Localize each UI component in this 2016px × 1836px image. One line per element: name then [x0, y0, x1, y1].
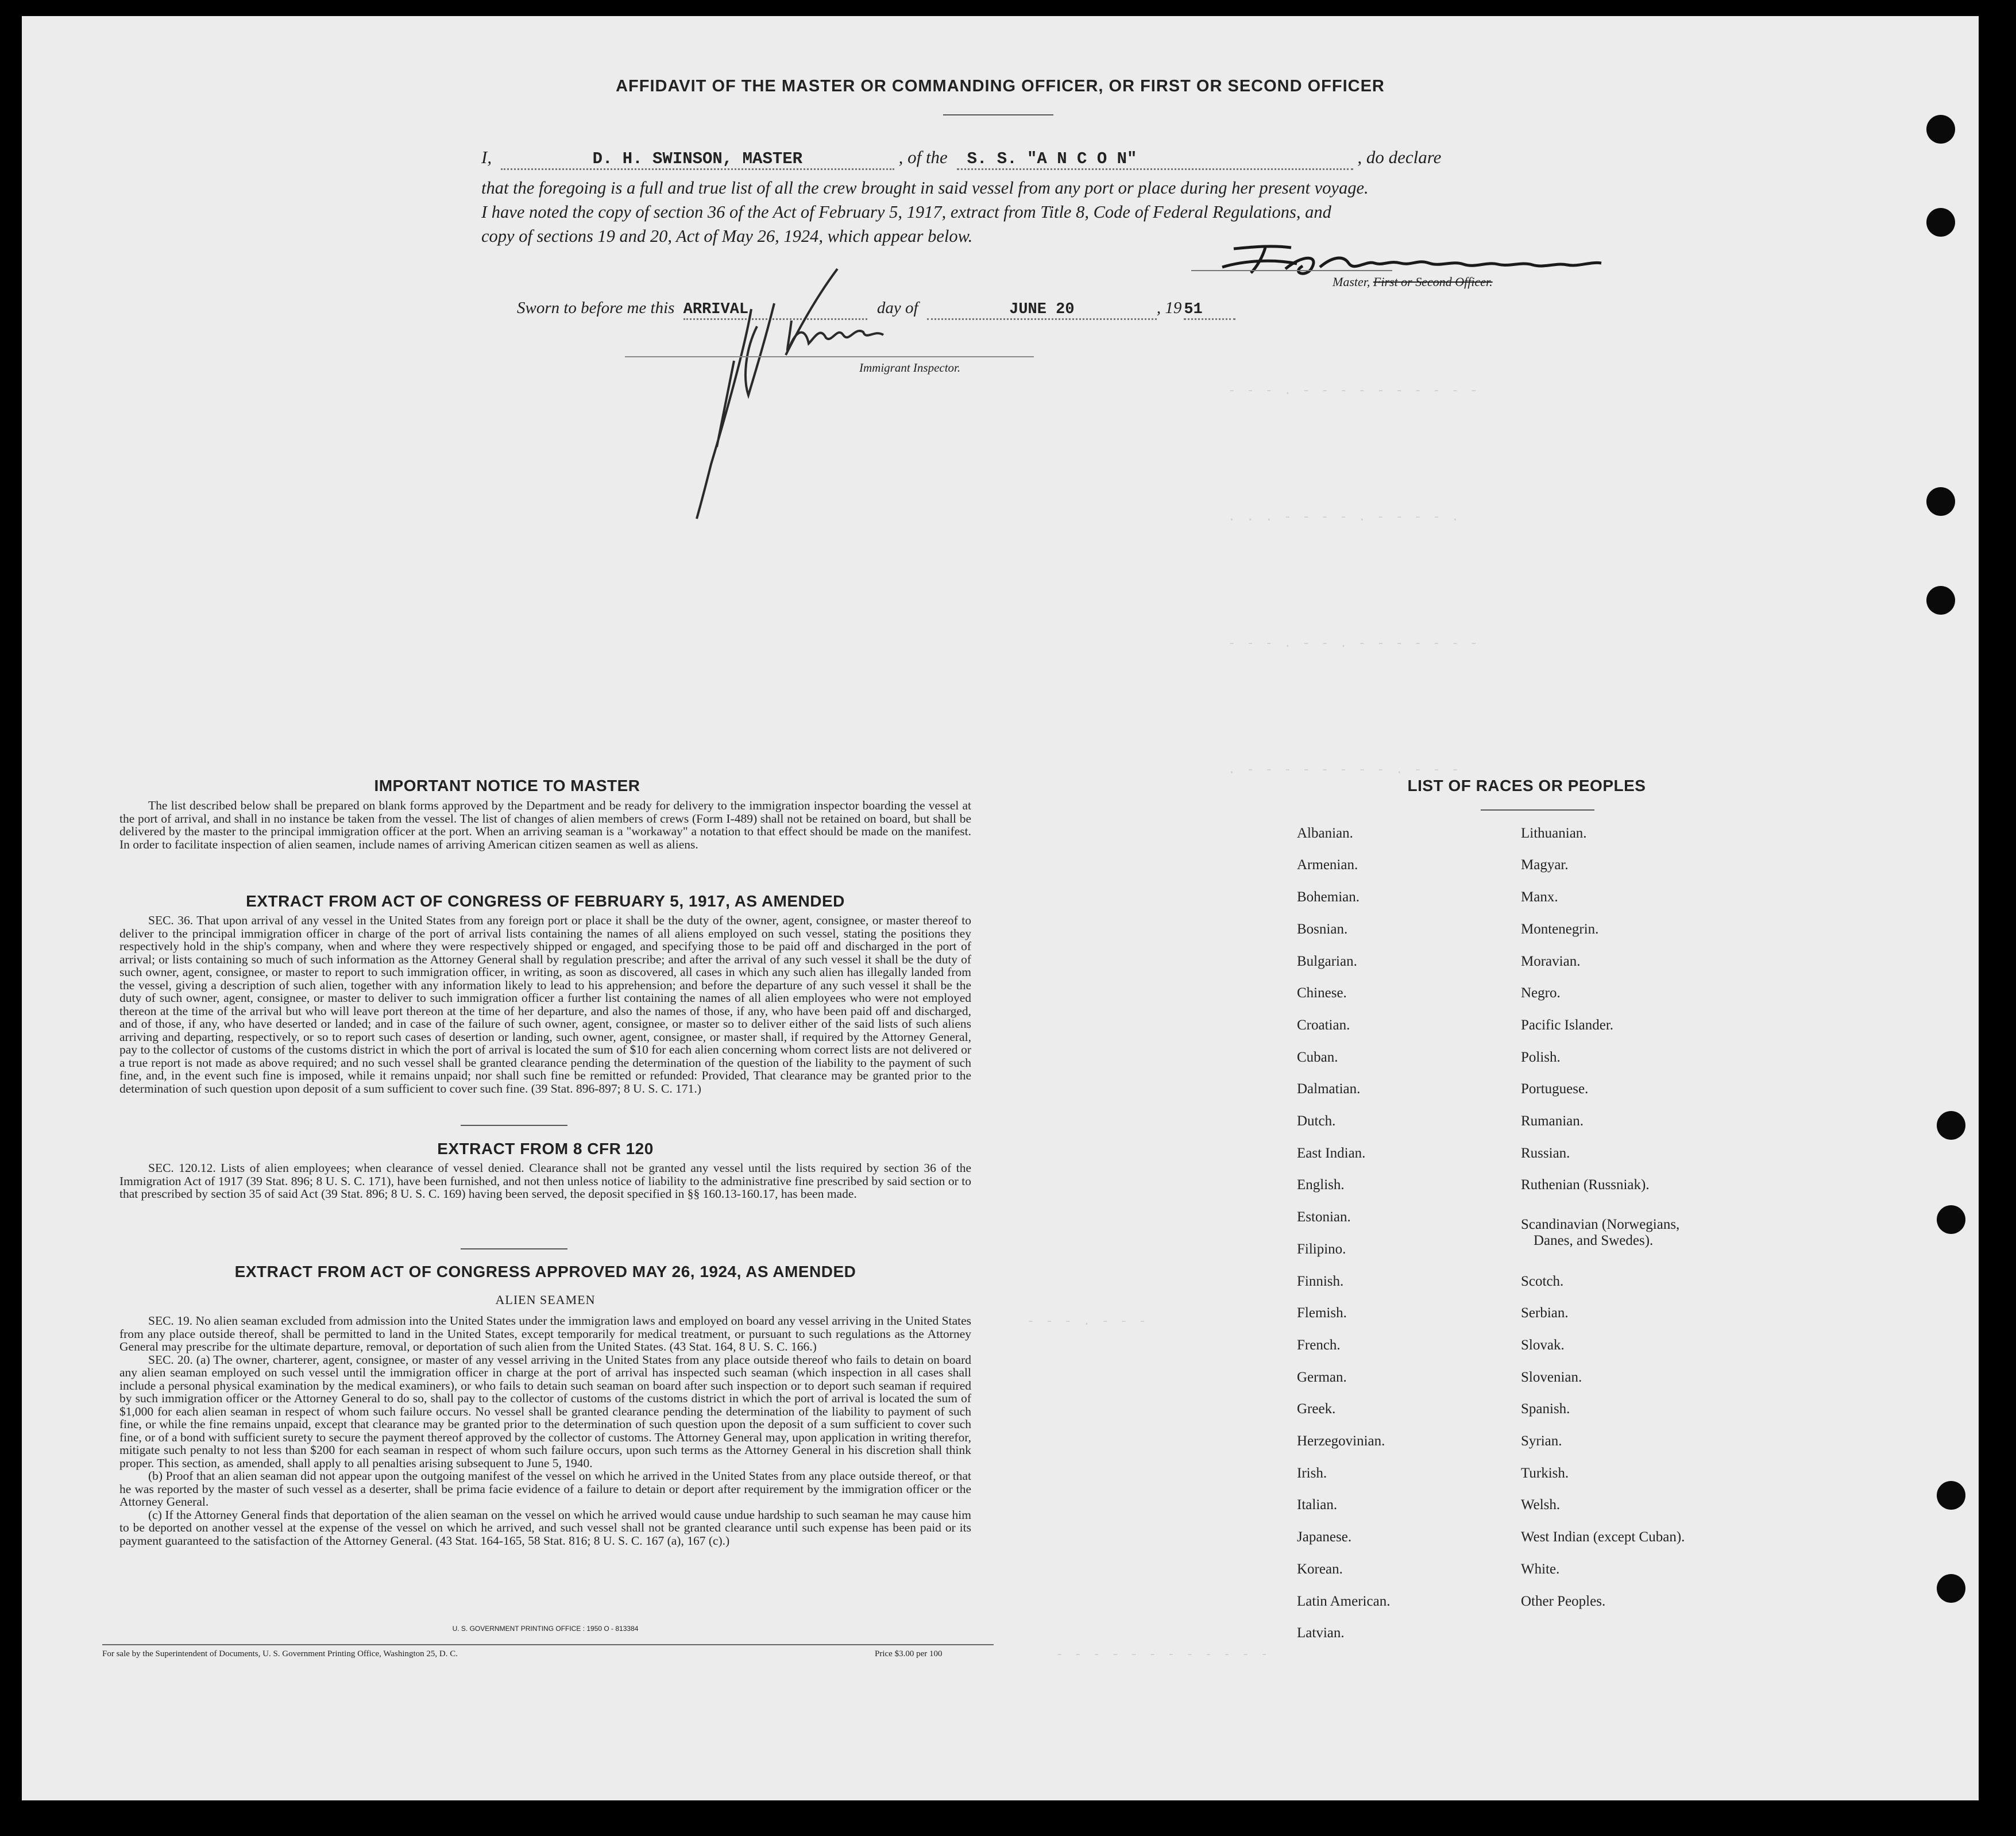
sec-19-paragraph: SEC. 19. No alien seaman excluded from admission into the United States under the immigration laws and employed on board any vessel arriving in the United States from any place outside thereof, shall be permitted to land in the United States, except temporarily for medical treatment, or pursuant to such regulations as the Attorney General may prescribe for the ultimate departure, removal, or deportation of such alien from the United States. (43 Stat. 164, 8 U. S. C. 166.)	[119, 1314, 971, 1353]
race-item: English.	[1297, 1177, 1345, 1193]
binder-hole	[1926, 208, 1955, 237]
extract-1917-title: EXTRACT FROM ACT OF CONGRESS OF FEBRUARY 5, 1917, AS AMENDED	[246, 892, 845, 910]
binder-hole	[1926, 115, 1955, 144]
inspector-signature	[648, 257, 970, 522]
races-title-rule	[1481, 809, 1594, 811]
race-item: Rumanian.	[1521, 1113, 1584, 1129]
affidavit-line-2: that the foregoing is a full and true list of all the crew brought in said vessel from any port or place during her present voyage.	[481, 178, 1369, 198]
race-item: West Indian (except Cuban).	[1521, 1529, 1685, 1545]
notice-text: The list described below shall be prepared on blank forms approved by the Department and be ready for delivery to the immigration inspector boarding the vessel at the port of arrival, and shall in no instance be taken from the vessel. The list of changes of alien members of crews (Form I-489) shall not be retained on board, but shall be delivered by the master to the principal immigration officer at the port. When an arriving seaman is a "workaway" a notation to that effect should be made on the manifest. In order to facilitate inspection of alien seamen, include names of arriving American citizen seamen as well as aliens.	[119, 799, 971, 851]
vessel-field	[957, 147, 1353, 170]
day-of-label: day of	[876, 299, 918, 317]
race-item: Danes, and Swedes).	[1534, 1233, 1654, 1248]
race-item: Moravian.	[1521, 954, 1581, 969]
notice-title: IMPORTANT NOTICE TO MASTER	[374, 777, 640, 794]
i-label: I,	[481, 147, 492, 167]
section-divider	[461, 1125, 567, 1126]
race-item: Latvian.	[1297, 1625, 1345, 1641]
struck-officer-caption: First or Second Officer.	[1373, 275, 1493, 289]
race-item: Cuban.	[1297, 1050, 1338, 1065]
footer-rule	[102, 1644, 994, 1645]
binder-hole	[1926, 586, 1955, 615]
race-item: Serbian.	[1521, 1305, 1569, 1321]
master-name-value: D. H. SWINSON, MASTER	[592, 149, 803, 168]
extract-1924-body	[119, 1314, 971, 1547]
section-divider	[461, 1248, 567, 1249]
race-item: Pacific Islander.	[1521, 1017, 1614, 1033]
sworn-label: Sworn to before me this	[517, 299, 675, 317]
race-item: Japanese.	[1297, 1529, 1352, 1545]
notice-body	[119, 799, 971, 851]
races-title: LIST OF RACES OR PEOPLES	[1407, 777, 1646, 794]
vessel-value: S. S. "A N C O N"	[967, 149, 1137, 168]
master-caption	[1333, 275, 1493, 290]
race-item: Portuguese.	[1521, 1081, 1589, 1097]
race-item: Latin American.	[1297, 1594, 1391, 1609]
race-item: Montenegrin.	[1521, 921, 1599, 937]
for-sale-note: For sale by the Superintendent of Documents, U. S. Government Printing Office, Washington 25, D. C.	[102, 1649, 458, 1658]
race-item: Chinese.	[1297, 985, 1347, 1001]
master-name-field	[501, 147, 894, 170]
race-item: French.	[1297, 1337, 1341, 1353]
binder-hole	[1937, 1574, 1965, 1603]
race-item: White.	[1521, 1561, 1560, 1577]
race-item: Magyar.	[1521, 857, 1569, 873]
year-value: 51	[1184, 301, 1235, 320]
sec-20a-paragraph: SEC. 20. (a) The owner, charterer, agent, consignee, or master of any vessel arriving in the United States from any place outside thereof who fails to detain on board any alien seaman employed on such vessel until the immigration officer in charge at the port of arrival has inspected such seaman (which inspection in all cases shall include a personal physical examination by the medical examiners), or who fails to detain such seaman on board after such inspection or to deport such seaman if required by such immigration officer or the Attorney General to do so, shall pay to the collector of customs of the customs district in which the port of arrival is located the sum of $1,000 for each alien seaman in respect of whom such failure occurs. No vessel shall be granted clearance pending the determination of the liability to payment of such fine, or while the fine remains unpaid, except that clearance may be granted prior to the determination of such question upon the deposit of a sum sufficient to cover such fine, or of a bond with sufficient surety to secure the payment thereof approved by the collector of customs. The Attorney General may, upon application in writing therefor, mitigate such penalty to not less than $200 for each seaman in respect of whom such failure occurs, upon such terms as the Attorney General in his discretion shall think proper. This section, as amended, shall apply to all penalties arising subsequent to June 5, 1940.	[119, 1352, 971, 1470]
sworn-day-value: ARRIVAL	[683, 301, 749, 318]
race-item: Scandinavian (Norwegians,	[1521, 1217, 1680, 1232]
race-item: Slovak.	[1521, 1337, 1565, 1353]
extract-1924-subtitle: ALIEN SEAMEN	[495, 1293, 596, 1307]
price-note: Price $3.00 per 100	[875, 1649, 943, 1658]
printing-office-note: U. S. GOVERNMENT PRINTING OFFICE : 1950 O - 813384	[452, 1625, 639, 1633]
race-item: East Indian.	[1297, 1145, 1366, 1161]
affidavit-line-4: copy of sections 19 and 20, Act of May 26, 1924, which appear below.	[481, 226, 973, 246]
binder-hole	[1937, 1481, 1965, 1510]
affidavit-line-3: I have noted the copy of section 36 of the Act of February 5, 1917, extract from Title 8, Code of Federal Regulations, and	[481, 202, 1331, 222]
inspector-signature-line	[625, 356, 1034, 357]
race-item: Croatian.	[1297, 1017, 1350, 1033]
race-item: Bosnian.	[1297, 921, 1348, 937]
master-caption-label: Master,	[1333, 275, 1370, 289]
race-item: Korean.	[1297, 1561, 1343, 1577]
binder-hole	[1937, 1205, 1965, 1234]
race-item: German.	[1297, 1370, 1347, 1385]
race-item: Dutch.	[1297, 1113, 1336, 1129]
race-item: Italian.	[1297, 1497, 1338, 1513]
race-item: Irish.	[1297, 1465, 1327, 1481]
race-item: Dalmatian.	[1297, 1081, 1361, 1097]
do-declare-label: , do declare	[1357, 147, 1442, 167]
race-item: Flemish.	[1297, 1305, 1347, 1321]
race-item: Bohemian.	[1297, 889, 1360, 905]
extract-cfr-body	[119, 1162, 971, 1201]
race-item: Slovenian.	[1521, 1370, 1582, 1385]
race-item: Syrian.	[1521, 1433, 1562, 1449]
extract-1917-body	[119, 914, 971, 1095]
affidavit-line-1	[481, 147, 1573, 170]
race-item: Spanish.	[1521, 1401, 1570, 1417]
race-item: Welsh.	[1521, 1497, 1561, 1513]
document-page: - - - . - - - - - - - - - - . . . - - - - . - - - - . - - - . - - . - - - - - - - . - - - - - - - - . - - - - - - . - - - - - - - - - - - - - - - AFFIDAVIT OF THE MASTER OR COMMANDING OFFICER, OR FIRST OR SECOND OFFICER I, D. H. SWINSON, MASTER , of the S. S. "A N C O N" , do declare that the foregoing is a full and true list of all the crew brought in said vessel from any port or place during her present voyage. I have noted the copy of section 36 of the Act of February 5, 1917, extract from Title 8, Code of Federal Regulations, and copy of sections 19 and 20, Act of May 26, 1924, which appear below. Master, First or Second Officer. Sworn to before me this ARRIVAL day of JUNE 20 , 19 51 Immigrant Inspector. IMPORTANT NOTICE TO MASTER The list described below shall be prepared on blank forms approved by the Department and be ready for delivery to the immigration inspector boarding the vessel at the port of arrival, and shall in no instance be taken from the vessel. The list of changes of alien members of crews (Form I-489) shall not be retained on board, but shall be delivered by the master to the principal immigration officer at the port. When an arriving seaman is a "workaway" a notation to that effect should be made on the manifest. In order to facilitate inspection of alien seamen, include names of arriving American citizen seamen as well as aliens. EXTRACT FROM ACT OF CONGRESS OF FEBRUARY 5, 1917, AS AMENDED SEC. 36. That upon arrival of any vessel in the United States from any foreign port or place it shall be the duty of the owner, agent, consignee, or master thereof to deliver to the principal immigration officer in charge of the port of arrival lists containing the names of all aliens employed on such vessel, stating the positions they respectively hold in the ship's company, when and where they were respectively shipped or engaged, and specifying those to be paid off and discharged in the port of arrival; or lists containing so much of such information as the Attorney General shall by regulation prescribe; and after the arrival of any such vessel it shall be the duty of such owner, agent, consignee, or master to report to such immigration officer, in writing, as soon as discovered, all cases in which any such alien has illegally landed from the vessel, giving a description of such alien, together with any information likely to lead to his apprehension; and before the departure of any such vessel it shall be the duty of such owner, agent, consignee, or master to deliver to such immigration officer a further list containing the names of all alien employees who were not employed thereon at the time of the arrival but who will leave port thereon at the time of her departure, and also the names of those, if any, who have been paid off and discharged, and of those, if any, who have deserted or landed; and in case of the failure of such owner, agent, consignee, or master so to deliver either of the said lists of such aliens arriving and departing, respectively, or so to report such cases of desertion or landing, such owner, agent, consignee, or master shall, if required by the Attorney General, pay to the collector of customs of the customs district in which the port of arrival is located the sum of $10 for each alien concerning whom correct lists are not delivered or a true report is not made as above required; and no such vessel shall be granted clearance pending the determination of the question of the liability to the payment of such fine, and, in the event such fine is imposed, while it remains unpaid; nor shall such fine be remitted or refunded: Provided, That clearance may be granted prior to the determination of such question upon deposit of a sum sufficient to cover such fine. (39 Stat. 896-897; 8 U. S. C. 171.) EXTRACT FROM 8 CFR 120 SEC. 120.12. Lists of alien employees; when clearance of vessel denied. Clearance shall not be granted any vessel until the lists required by section 36 of the Immigration Act of 1917 (39 Stat. 896; 8 U. S. C. 171), have been furnished, and not then unless notice of liability to the administrative fine prescribed by said section or to that prescribed by section 35 of said Act (39 Stat. 896; 8 U. S. C. 169) having been served, the deposit specified in §§ 160.13-160.17, has been made. EXTRACT FROM ACT OF CONGRESS APPROVED MAY 26, 1924, AS AMENDED ALIEN SEAMEN SEC. 19. No alien seaman excluded from admission into the United States under the immigration laws and employed on board any vessel arriving in the United States from any place outside thereof, shall be permitted to land in the United States, except temporarily for medical treatment, or pursuant to such regulations as the Attorney General may prescribe for the ultimate departure, removal, or deportation of such alien from the United States. (43 Stat. 164, 8 U. S. C. 166.) SEC. 20. (a) The owner, charterer, agent, consignee, or master of any vessel arriving in the United States from any place outside thereof who fails to detain on board any alien seaman employed on such vessel until the immigration officer in charge at the port of arrival has inspected such seaman (which inspection in all cases shall include a personal physical examination by the medical examiners), or who fails to detain such seaman on board after such inspection or to deport such seaman if required by such immigration officer or the Attorney General to do so, shall pay to the collector of customs of the customs district in which the port of arrival is located the sum of $1,000 for each alien seaman in respect of whom such failure occurs. No vessel shall be granted clearance pending the determination of the liability to payment of such fine, or while the fine remains unpaid, except that clearance may be granted prior to the determination of such question upon the deposit of a sum sufficient to cover such fine, or of a bond with sufficient surety to secure the payment thereof approved by the collector of customs. The Attorney General may, upon application in writing therefor, mitigate such penalty to not less than $200 for each seaman in respect of whom such failure occurs, upon such terms as the Attorney General in his discretion shall think proper. This section, as amended, shall apply to all penalties arising subsequent to June 5, 1940. (b) Proof that an alien seaman did not appear upon the outgoing manifest of the vessel on which he arrived in the United States from any place outside thereof, or that he was reported by the master of such vessel as a deserter, shall be prima facie evidence of a failure to detain or deport after requirement by the immigration officer or the Attorney General. (c) If the Attorney General finds that deportation of the alien seaman on the vessel on which he arrived would cause undue hardship to such seaman he may cause him to be deported on another vessel at the expense of the vessel on which he arrived, and such vessel shall not be granted clearance until such expense has been paid or its payment guaranteed to the satisfaction of the Attorney General. (43 Stat. 164-165, 58 Stat. 816; 8 U. S. C. 167 (a), 167 (c).) U. S. GOVERNMENT PRINTING OFFICE : 1950 O - 813384 For sale by the Superintendent of Documents, U. S. Government Printing Office, Washington 25, D. C. Price $3.00 per 100 LIST OF RACES OR PEOPLES Albanian. Armenian. Bohemian. Bosnian. Bulgarian. Chinese. Croatian. Cuban. Dalmatian. Dutch. East Indian. English. Estonian. Filipino. Finnish. Flemish. French. German. Greek. Herzegovinian. Irish. Italian. Japanese. Korean. Latin American. Latvian. Lithuanian. Magyar. Manx. Montenegrin. Moravian. Negro. Pacific Islander. Polish. Portuguese. Rumanian. Russian. Ruthenian (Russniak). Scandinavian (Norwegians, Danes, and Swedes). Scotch. Serbian. Slovak. Slovenian. Spanish. Syrian. Turkish. Welsh. West Indian (except Cuban). White. Other Peoples.	[22, 16, 1979, 1800]
race-item: Greek.	[1297, 1401, 1336, 1417]
race-item: Finnish.	[1297, 1274, 1344, 1289]
extract-1924-title: EXTRACT FROM ACT OF CONGRESS APPROVED MAY 26, 1924, AS AMENDED	[234, 1263, 856, 1280]
race-item: Polish.	[1521, 1050, 1561, 1065]
affidavit-title: AFFIDAVIT OF THE MASTER OR COMMANDING OFFICER, OR FIRST OR SECOND OFFICER	[616, 77, 1385, 95]
race-item: Herzegovinian.	[1297, 1433, 1385, 1449]
extract-cfr-title: EXTRACT FROM 8 CFR 120	[437, 1140, 654, 1158]
binder-hole	[1937, 1111, 1965, 1140]
title-rule	[943, 114, 1053, 115]
sec-20b-paragraph: (b) Proof that an alien seaman did not appear upon the outgoing manifest of the vessel on which he arrived in the United States from any place outside thereof, or that he was reported by the master of such vessel as a deserter, shall be prima facie evidence of a failure to detain or deport after requirement by the immigration officer or the Attorney General.	[119, 1469, 971, 1509]
extract-1917-text: SEC. 36. That upon arrival of any vessel in the United States from any foreign port or place it shall be the duty of the owner, agent, consignee, or master thereof to deliver to the principal immigration officer in charge of the port of arrival lists containing the names of all aliens employed on such vessel, stating the positions they respectively hold in the ship's company, when and where they were respectively shipped or engaged, and specifying those to be paid off and discharged in the port of arrival; or lists containing so much of such information as the Attorney General shall by regulation prescribe; and after the arrival of any such vessel it shall be the duty of such owner, agent, consignee, or master to report to such immigration officer, in writing, as soon as discovered, all cases in which any such alien has illegally landed from the vessel, giving a description of such alien, together with any information likely to lead to his apprehension; and before the departure of any such vessel it shall be the duty of such owner, agent, consignee, or master to deliver to such immigration officer a further list containing the names of all alien employees who were not employed thereon at the time of the arrival but who will leave port thereon at the time of her departure, and also the names of those, if any, who have been paid off and discharged, and of those, if any, who have deserted or landed; and in case of the failure of such owner, agent, consignee, or master so to deliver either of the said lists of such aliens arriving and departing, respectively, or so to report such cases of desertion or landing, such owner, agent, consignee, or master shall, if required by the Attorney General, pay to the collector of customs of the customs district in which the port of arrival is located the sum of $10 for each alien concerning whom correct lists are not delivered or a true report is not made as above required; and no such vessel shall be granted clearance pending the determination of the question of the liability to the payment of such fine, and, in the event such fine is imposed, while it remains unpaid; nor shall such fine be remitted or refunded: Provided, That clearance may be granted prior to the determination of such question upon deposit of a sum sufficient to cover such fine. (39 Stat. 896-897; 8 U. S. C. 171.)	[119, 913, 971, 1096]
inspector-caption: Immigrant Inspector.	[859, 361, 961, 375]
race-item: Negro.	[1521, 985, 1561, 1001]
race-item: Ruthenian (Russniak).	[1521, 1177, 1650, 1193]
race-item: Russian.	[1521, 1145, 1570, 1161]
race-item: Scotch.	[1521, 1274, 1564, 1289]
race-item: Albanian.	[1297, 826, 1353, 841]
race-item: Lithuanian.	[1521, 826, 1587, 841]
master-signature-line	[1191, 270, 1392, 271]
race-item: Estonian.	[1297, 1209, 1351, 1225]
race-item: Turkish.	[1521, 1465, 1569, 1481]
year-prefix: , 19	[1156, 299, 1182, 317]
extract-cfr-text: SEC. 120.12. Lists of alien employees; when clearance of vessel denied. Clearance shall not be granted any vessel until the lists required by section 36 of the Immigration Act of 1917 (39 Stat. 896; 8 U. S. C. 171), have been furnished, and not then unless notice of liability to the administrative fine prescribed by said section or to that prescribed by section 35 of said Act (39 Stat. 896; 8 U. S. C. 169) having been served, the deposit specified in §§ 160.13-160.17, has been made.	[119, 1161, 971, 1201]
binder-hole	[1926, 487, 1955, 516]
sec-20c-paragraph: (c) If the Attorney General finds that deportation of the alien seaman on the vessel on which he arrived would cause undue hardship to such seaman he may cause him to be deported on another vessel at the expense of the vessel on which he arrived, and such vessel shall not be granted clearance until such expense has been paid or its payment guaranteed to the satisfaction of the Attorney General. (43 Stat. 164-165, 58 Stat. 816; 8 U. S. C. 167 (a), 167 (c).)	[119, 1507, 971, 1548]
sworn-month-value: JUNE 20	[1009, 301, 1075, 318]
race-item: Filipino.	[1297, 1241, 1346, 1257]
race-item: Manx.	[1521, 889, 1558, 905]
race-item: Bulgarian.	[1297, 954, 1357, 969]
of-the-label: , of the	[898, 147, 948, 167]
race-item: Other Peoples.	[1521, 1594, 1606, 1609]
race-item: Armenian.	[1297, 857, 1358, 873]
